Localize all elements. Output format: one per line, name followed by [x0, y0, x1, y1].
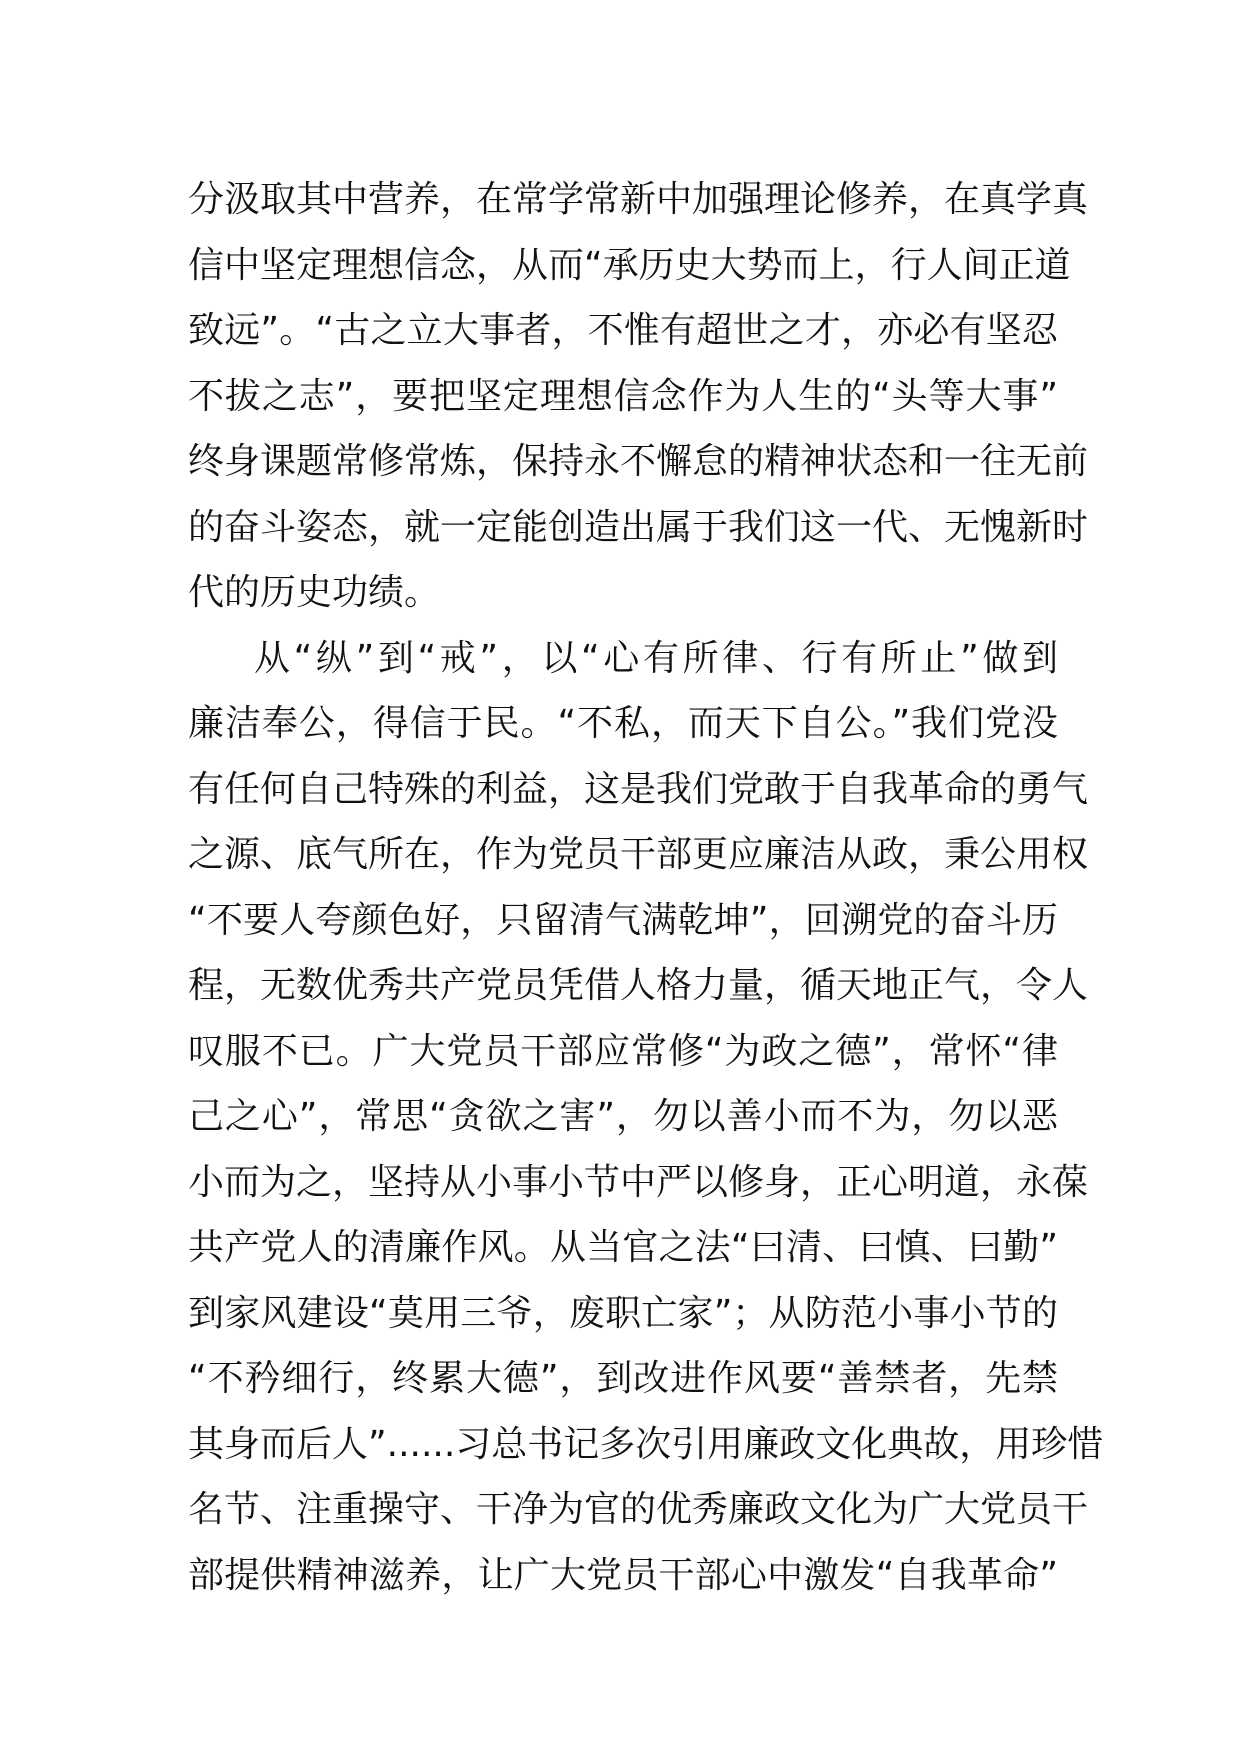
text-line: 到家风建设“莫用三爷，废职亡家”；从防范小事小节的 [188, 1292, 1058, 1334]
text-line: 程，无数优秀共产党员凭借人格力量，循天地正气，令人 [188, 965, 1089, 1006]
text-line: 分汲取其中营养，在常学常新中加强理论修养，在真学真 [188, 179, 1089, 220]
paragraph-end-line: 代的历史功绩。 [188, 572, 441, 613]
text-line: 名节、注重操守、干净为官的优秀廉政文化为广大党员干 [188, 1489, 1089, 1530]
text-line: 有任何自己特殊的利益，这是我们党敢于自我革命的勇气 [188, 768, 1089, 810]
text-line: 共产党人的清廉作风。从当官之法“曰清、曰慎、曰勤” [188, 1227, 1058, 1268]
text-line: 部提供精神滋养，让广大党员干部心中激发“自我革命” [188, 1554, 1058, 1596]
text-line: 叹服不已。广大党员干部应常修“为政之德”，常怀“律 [188, 1030, 1058, 1072]
text-line: 己之心”，常思“贪欲之害”，勿以善小而不为，勿以恶 [188, 1096, 1058, 1137]
text-line: 廉洁奉公，得信于民。“不私，而天下自公。”我们党没 [188, 703, 1058, 744]
text-line: “不矜细行，终累大德”，到改进作风要“善禁者，先禁 [188, 1358, 1058, 1399]
text-line: “不要人夸颜色好，只留清气满乾坤”，回溯党的奋斗历 [188, 899, 1058, 941]
text-line: 信中坚定理想信念，从而“承历史大势而上，行人间正道 [188, 244, 1071, 286]
body-text [188, 167, 1104, 1608]
text-line: 小而为之，坚持从小事小节中严以修身，正心明道，永葆 [188, 1161, 1089, 1203]
text-line: 不拔之志”，要把坚定理想信念作为人生的“头等大事” [188, 375, 1058, 417]
paragraph-start-line: 从“纵”到“戒”，以“心有所律、行有所止”做到 [254, 637, 1058, 679]
text-line: 终身课题常修常炼，保持永不懈怠的精神状态和一往无前 [188, 441, 1089, 482]
text-line: 之源、底气所在，作为党员干部更应廉洁从政，秉公用权 [188, 834, 1089, 875]
text-line: 致远”。“古之立大事者，不惟有超世之才，亦必有坚忍 [188, 310, 1058, 351]
text-line: 的奋斗姿态，就一定能创造出属于我们这一代、无愧新时 [188, 506, 1089, 548]
text-line: 其身而后人”......习总书记多次引用廉政文化典故，用珍惜 [188, 1423, 1104, 1465]
